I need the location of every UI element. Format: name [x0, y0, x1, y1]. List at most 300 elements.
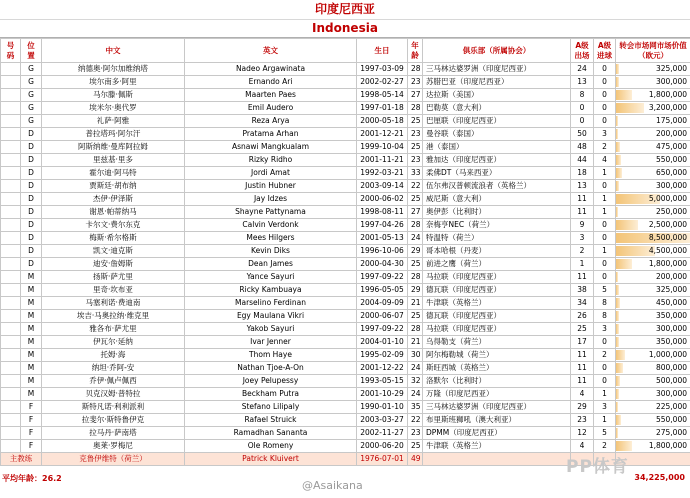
- player-row: [1, 388, 690, 401]
- age-cell: 23: [408, 427, 423, 440]
- goals-cell: 0: [594, 362, 616, 375]
- name-cn-cell: 埃吉·马奥拉纳·维克里: [42, 310, 185, 323]
- name-en-cell: Thom Haye: [185, 349, 357, 362]
- value-text: 550,000: [655, 155, 687, 164]
- name-en-cell: Justin Hubner: [185, 180, 357, 193]
- name-en-cell: Asnawi Mangkualam: [185, 141, 357, 154]
- player-row: [1, 427, 690, 440]
- club-cell: 奥伊彭（比利时）: [423, 206, 571, 219]
- player-row: [1, 167, 690, 180]
- name-cn-cell: 贝克汉姆·普特拉: [42, 388, 185, 401]
- age-cell: 27: [408, 89, 423, 102]
- value-text: 275,000: [655, 428, 687, 437]
- value-text: 8,500,000: [648, 233, 687, 242]
- club-cell: 乌得勒支（荷兰）: [423, 336, 571, 349]
- value-cell: [616, 258, 690, 271]
- header-position: 位置: [21, 39, 42, 63]
- value-text: 175,000: [655, 116, 687, 125]
- number-cell: [1, 63, 21, 76]
- goals-cell: 1: [594, 388, 616, 401]
- value-text: 200,000: [655, 272, 687, 281]
- pp-sports-logo: PP体育: [566, 457, 629, 477]
- position-cell: M: [21, 349, 42, 362]
- club-cell: 威尼斯（意大利）: [423, 193, 571, 206]
- apps-cell: 44: [571, 154, 594, 167]
- birthday-cell: 2000-04-30: [357, 258, 408, 271]
- name-cn-cell: 普拉塔玛·阿尔汗: [42, 128, 185, 141]
- age-cell: 28: [408, 323, 423, 336]
- goals-cell: 1: [594, 414, 616, 427]
- apps-cell: 17: [571, 336, 594, 349]
- player-row: [1, 258, 690, 271]
- apps-cell: 4: [571, 440, 594, 453]
- player-row: [1, 323, 690, 336]
- position-cell: M: [21, 362, 42, 375]
- header-birthday: 生日: [357, 39, 408, 63]
- player-row: [1, 362, 690, 375]
- birthday-cell: 2000-06-02: [357, 193, 408, 206]
- position-cell: M: [21, 323, 42, 336]
- value-text: 475,000: [655, 142, 687, 151]
- value-cell: [616, 323, 690, 336]
- age-cell: 24: [408, 362, 423, 375]
- player-row: [1, 128, 690, 141]
- age-cell: 25: [408, 310, 423, 323]
- position-cell: M: [21, 375, 42, 388]
- club-cell: 德瓦联（印度尼西亚）: [423, 310, 571, 323]
- number-cell: [1, 271, 21, 284]
- name-cn-cell: 斯特凡诺·利利派利: [42, 401, 185, 414]
- name-en-cell: Nathan Tjoe-A-On: [185, 362, 357, 375]
- value-text: 1,800,000: [648, 259, 687, 268]
- club-cell: 苏腊巴亚（印度尼西亚）: [423, 76, 571, 89]
- header-goals: A级进球: [594, 39, 616, 63]
- goals-cell: 0: [594, 375, 616, 388]
- number-cell: [1, 219, 21, 232]
- birthday-cell: 2000-06-20: [357, 440, 408, 453]
- age-cell: 21: [408, 336, 423, 349]
- goals-cell: 2: [594, 141, 616, 154]
- apps-cell: 23: [571, 414, 594, 427]
- value-text: 5,000,000: [648, 194, 687, 203]
- number-cell: [1, 167, 21, 180]
- player-row: [1, 245, 690, 258]
- name-cn-cell: 拉斐尔·斯特鲁伊克: [42, 414, 185, 427]
- birthday-cell: 1995-02-09: [357, 349, 408, 362]
- goals-cell: 1: [594, 206, 616, 219]
- value-cell: [616, 414, 690, 427]
- value-text: 250,000: [655, 207, 687, 216]
- header-row: [1, 39, 690, 63]
- value-text: 225,000: [655, 402, 687, 411]
- value-cell: [616, 271, 690, 284]
- birthday-cell: 1992-03-21: [357, 167, 408, 180]
- club-cell: 三马林达婆罗洲（印度尼西亚）: [423, 401, 571, 414]
- position-cell: D: [21, 167, 42, 180]
- position-cell: M: [21, 388, 42, 401]
- birthday-cell: 2003-09-14: [357, 180, 408, 193]
- coach-name-cn: 克鲁伊维特（荷兰）: [42, 453, 185, 466]
- birthday-cell: 1997-09-22: [357, 271, 408, 284]
- value-text: 300,000: [655, 389, 687, 398]
- birthday-cell: 2002-11-27: [357, 427, 408, 440]
- position-cell: D: [21, 232, 42, 245]
- position-cell: F: [21, 440, 42, 453]
- number-cell: [1, 297, 21, 310]
- number-cell: [1, 323, 21, 336]
- name-en-cell: Rizky Ridho: [185, 154, 357, 167]
- total-value: 34,225,000: [634, 473, 685, 482]
- apps-cell: 50: [571, 128, 594, 141]
- name-cn-cell: 梅斯·希尔格斯: [42, 232, 185, 245]
- number-cell: [1, 440, 21, 453]
- age-cell: 32: [408, 375, 423, 388]
- age-cell: 28: [408, 63, 423, 76]
- age-cell: 29: [408, 245, 423, 258]
- birthday-cell: 2001-05-13: [357, 232, 408, 245]
- birthday-cell: 1997-01-18: [357, 102, 408, 115]
- birthday-cell: 2000-05-18: [357, 115, 408, 128]
- header-name-cn: 中文: [42, 39, 185, 63]
- apps-cell: 13: [571, 180, 594, 193]
- birthday-cell: 1997-09-22: [357, 323, 408, 336]
- player-row: [1, 232, 690, 245]
- name-cn-cell: 霍尔迪·阿马特: [42, 167, 185, 180]
- age-cell: 22: [408, 180, 423, 193]
- value-cell: [616, 297, 690, 310]
- goals-cell: 8: [594, 310, 616, 323]
- apps-cell: 29: [571, 401, 594, 414]
- coach-label: 主教练: [1, 453, 42, 466]
- name-cn-cell: 纳坦·乔阿-安: [42, 362, 185, 375]
- position-cell: D: [21, 258, 42, 271]
- value-text: 3,200,000: [648, 103, 687, 112]
- name-cn-cell: 阿斯纳维·曼库阿拉姆: [42, 141, 185, 154]
- value-text: 200,000: [655, 129, 687, 138]
- club-cell: 巴勒莫（意大利）: [423, 102, 571, 115]
- goals-cell: 0: [594, 180, 616, 193]
- goals-cell: 4: [594, 154, 616, 167]
- value-text: 1,800,000: [648, 441, 687, 450]
- position-cell: D: [21, 180, 42, 193]
- value-cell: [616, 180, 690, 193]
- goals-cell: 0: [594, 115, 616, 128]
- name-en-cell: Yance Sayuri: [185, 271, 357, 284]
- number-cell: [1, 180, 21, 193]
- birthday-cell: 2003-03-27: [357, 414, 408, 427]
- name-en-cell: Jay Idzes: [185, 193, 357, 206]
- position-cell: G: [21, 102, 42, 115]
- number-cell: [1, 89, 21, 102]
- position-cell: G: [21, 63, 42, 76]
- value-text: 325,000: [655, 285, 687, 294]
- club-cell: 伍尔弗汉普顿流浪者（英格兰）: [423, 180, 571, 193]
- position-cell: M: [21, 284, 42, 297]
- birthday-cell: 2001-12-21: [357, 128, 408, 141]
- birthday-cell: 2001-12-22: [357, 362, 408, 375]
- position-cell: D: [21, 128, 42, 141]
- age-cell: 30: [408, 349, 423, 362]
- player-row: [1, 375, 690, 388]
- apps-cell: 2: [571, 245, 594, 258]
- player-row: [1, 271, 690, 284]
- apps-cell: 11: [571, 375, 594, 388]
- number-cell: [1, 375, 21, 388]
- name-cn-cell: 雅各布·萨尤里: [42, 323, 185, 336]
- age-cell: 28: [408, 102, 423, 115]
- value-cell: [616, 206, 690, 219]
- apps-cell: 4: [571, 388, 594, 401]
- value-cell: [616, 89, 690, 102]
- value-cell: [616, 362, 690, 375]
- number-cell: [1, 388, 21, 401]
- club-cell: 牛津联（英格兰）: [423, 440, 571, 453]
- value-text: 300,000: [655, 181, 687, 190]
- coach-empty-club: [423, 453, 571, 466]
- value-cell: [616, 76, 690, 89]
- club-cell: 巴厘联（印度尼西亚）: [423, 115, 571, 128]
- club-cell: 洛默尔（比利时）: [423, 375, 571, 388]
- number-cell: [1, 362, 21, 375]
- value-cell: [616, 245, 690, 258]
- age-cell: 28: [408, 271, 423, 284]
- value-cell: [616, 401, 690, 414]
- header-age: 年龄: [408, 39, 423, 63]
- value-text: 500,000: [655, 376, 687, 385]
- club-cell: 布里斯班狮吼（澳大利亚）: [423, 414, 571, 427]
- club-cell: 哥本哈根（丹麦）: [423, 245, 571, 258]
- apps-cell: 0: [571, 115, 594, 128]
- apps-cell: 25: [571, 323, 594, 336]
- name-en-cell: Nadeo Argawinata: [185, 63, 357, 76]
- name-cn-cell: 谢恩·帕蒂纳马: [42, 206, 185, 219]
- position-cell: M: [21, 336, 42, 349]
- player-row: [1, 193, 690, 206]
- name-en-cell: Emil Audero: [185, 102, 357, 115]
- birthday-cell: 1996-05-05: [357, 284, 408, 297]
- apps-cell: 26: [571, 310, 594, 323]
- value-text: 2,500,000: [648, 220, 687, 229]
- club-cell: 前进之鹰（荷兰）: [423, 258, 571, 271]
- age-cell: 25: [408, 115, 423, 128]
- apps-cell: 13: [571, 76, 594, 89]
- age-cell: 29: [408, 284, 423, 297]
- name-en-cell: Egy Maulana Vikri: [185, 310, 357, 323]
- value-cell: [616, 284, 690, 297]
- name-en-cell: Yakob Sayuri: [185, 323, 357, 336]
- club-cell: 曼谷联（泰国）: [423, 128, 571, 141]
- club-cell: 雅加达（印度尼西亚）: [423, 154, 571, 167]
- player-row: [1, 102, 690, 115]
- value-text: 350,000: [655, 311, 687, 320]
- goals-cell: 2: [594, 349, 616, 362]
- number-cell: [1, 102, 21, 115]
- number-cell: [1, 414, 21, 427]
- name-en-cell: Ernando Ari: [185, 76, 357, 89]
- title-chinese: 印度尼西亚: [0, 0, 690, 20]
- position-cell: D: [21, 206, 42, 219]
- number-cell: [1, 427, 21, 440]
- player-row: [1, 336, 690, 349]
- value-cell: [616, 115, 690, 128]
- name-cn-cell: 托姆·海: [42, 349, 185, 362]
- name-cn-cell: 乔伊·佩卢佩西: [42, 375, 185, 388]
- name-en-cell: Joey Pelupessy: [185, 375, 357, 388]
- name-cn-cell: 马塞利诺·费迪南: [42, 297, 185, 310]
- apps-cell: 8: [571, 89, 594, 102]
- title-english: Indonesia: [0, 20, 690, 38]
- name-en-cell: Ricky Kambuaya: [185, 284, 357, 297]
- player-row: [1, 206, 690, 219]
- goals-cell: 5: [594, 427, 616, 440]
- value-text: 300,000: [655, 324, 687, 333]
- name-cn-cell: 马尔滕·佩斯: [42, 89, 185, 102]
- name-en-cell: Pratama Arhan: [185, 128, 357, 141]
- player-row: [1, 89, 690, 102]
- value-cell: [616, 167, 690, 180]
- value-cell: [616, 128, 690, 141]
- name-cn-cell: 纳德奥·阿尔加维纳塔: [42, 63, 185, 76]
- birthday-cell: 2004-09-09: [357, 297, 408, 310]
- header-name-en: 英文: [185, 39, 357, 63]
- apps-cell: 9: [571, 219, 594, 232]
- value-cell: [616, 219, 690, 232]
- player-row: [1, 76, 690, 89]
- value-text: 350,000: [655, 337, 687, 346]
- goals-cell: 3: [594, 323, 616, 336]
- name-en-cell: Jordi Amat: [185, 167, 357, 180]
- value-cell: [616, 349, 690, 362]
- value-text: 450,000: [655, 298, 687, 307]
- header-club: 俱乐部（所属协会）: [423, 39, 571, 63]
- goals-cell: 1: [594, 167, 616, 180]
- goals-cell: 3: [594, 401, 616, 414]
- number-cell: [1, 232, 21, 245]
- header-value: 转会市场网市场价值（欧元）: [616, 39, 690, 63]
- goals-cell: 0: [594, 232, 616, 245]
- coach-name-en: Patrick Kluivert: [185, 453, 357, 466]
- value-cell: [616, 232, 690, 245]
- birthday-cell: 1993-05-15: [357, 375, 408, 388]
- value-text: 650,000: [655, 168, 687, 177]
- club-cell: 港（泰国）: [423, 141, 571, 154]
- birthday-cell: 1990-01-10: [357, 401, 408, 414]
- value-text: 325,000: [655, 64, 687, 73]
- age-cell: 21: [408, 297, 423, 310]
- club-cell: 三马林达婆罗洲（印度尼西亚）: [423, 63, 571, 76]
- goals-cell: 0: [594, 271, 616, 284]
- club-cell: 特温特（荷兰）: [423, 232, 571, 245]
- name-cn-cell: 伊瓦尔·延纳: [42, 336, 185, 349]
- number-cell: [1, 284, 21, 297]
- value-cell: [616, 440, 690, 453]
- age-cell: 25: [408, 258, 423, 271]
- apps-cell: 11: [571, 362, 594, 375]
- birthday-cell: 2000-06-07: [357, 310, 408, 323]
- birthday-cell: 2004-01-10: [357, 336, 408, 349]
- age-cell: 23: [408, 154, 423, 167]
- birthday-cell: 1998-05-14: [357, 89, 408, 102]
- position-cell: G: [21, 115, 42, 128]
- average-age: 平均年龄：26.2: [2, 474, 62, 483]
- club-cell: 万隆（印度尼西亚）: [423, 388, 571, 401]
- name-cn-cell: 里兹基·里多: [42, 154, 185, 167]
- apps-cell: 12: [571, 427, 594, 440]
- position-cell: G: [21, 76, 42, 89]
- club-cell: 德瓦联（印度尼西亚）: [423, 284, 571, 297]
- goals-cell: 0: [594, 219, 616, 232]
- roster-body: [1, 63, 690, 453]
- number-cell: [1, 310, 21, 323]
- name-cn-cell: 扬斯·萨尤里: [42, 271, 185, 284]
- position-cell: F: [21, 414, 42, 427]
- birthday-cell: 2001-10-29: [357, 388, 408, 401]
- birthday-cell: 1996-10-06: [357, 245, 408, 258]
- name-cn-cell: 埃尔南多·阿里: [42, 76, 185, 89]
- player-row: [1, 180, 690, 193]
- name-cn-cell: 杰伊·伊泽斯: [42, 193, 185, 206]
- position-cell: G: [21, 89, 42, 102]
- player-row: [1, 219, 690, 232]
- name-cn-cell: 卡尔文·费尔东克: [42, 219, 185, 232]
- apps-cell: 0: [571, 102, 594, 115]
- position-cell: F: [21, 401, 42, 414]
- value-cell: [616, 310, 690, 323]
- apps-cell: 24: [571, 63, 594, 76]
- roster-table: [0, 38, 690, 466]
- age-cell: 24: [408, 388, 423, 401]
- name-en-cell: Rafael Struick: [185, 414, 357, 427]
- value-cell: [616, 193, 690, 206]
- name-cn-cell: 迪安·詹姆斯: [42, 258, 185, 271]
- apps-cell: 18: [571, 167, 594, 180]
- number-cell: [1, 76, 21, 89]
- position-cell: D: [21, 193, 42, 206]
- name-en-cell: Kevin Diks: [185, 245, 357, 258]
- club-cell: 奈梅亨NEC（荷兰）: [423, 219, 571, 232]
- age-cell: 28: [408, 219, 423, 232]
- club-cell: 达拉斯（美国）: [423, 89, 571, 102]
- birthday-cell: 1999-10-04: [357, 141, 408, 154]
- value-cell: [616, 154, 690, 167]
- name-en-cell: Ole Romeny: [185, 440, 357, 453]
- position-cell: D: [21, 141, 42, 154]
- goals-cell: 0: [594, 258, 616, 271]
- number-cell: [1, 349, 21, 362]
- apps-cell: 11: [571, 349, 594, 362]
- value-cell: [616, 388, 690, 401]
- player-row: [1, 63, 690, 76]
- birthday-cell: 1998-08-11: [357, 206, 408, 219]
- age-cell: 22: [408, 414, 423, 427]
- club-cell: 斯旺西城（英格兰）: [423, 362, 571, 375]
- name-cn-cell: 奥莱·罗梅尼: [42, 440, 185, 453]
- name-en-cell: Maarten Paes: [185, 89, 357, 102]
- number-cell: [1, 128, 21, 141]
- value-text: 4,500,000: [648, 246, 687, 255]
- position-cell: D: [21, 219, 42, 232]
- goals-cell: 0: [594, 63, 616, 76]
- apps-cell: 11: [571, 193, 594, 206]
- goals-cell: 5: [594, 284, 616, 297]
- club-cell: DPMM（印度尼西亚）: [423, 427, 571, 440]
- header-number: 号码: [1, 39, 21, 63]
- goals-cell: 0: [594, 89, 616, 102]
- number-cell: [1, 258, 21, 271]
- age-cell: 23: [408, 76, 423, 89]
- apps-cell: 11: [571, 206, 594, 219]
- value-cell: [616, 427, 690, 440]
